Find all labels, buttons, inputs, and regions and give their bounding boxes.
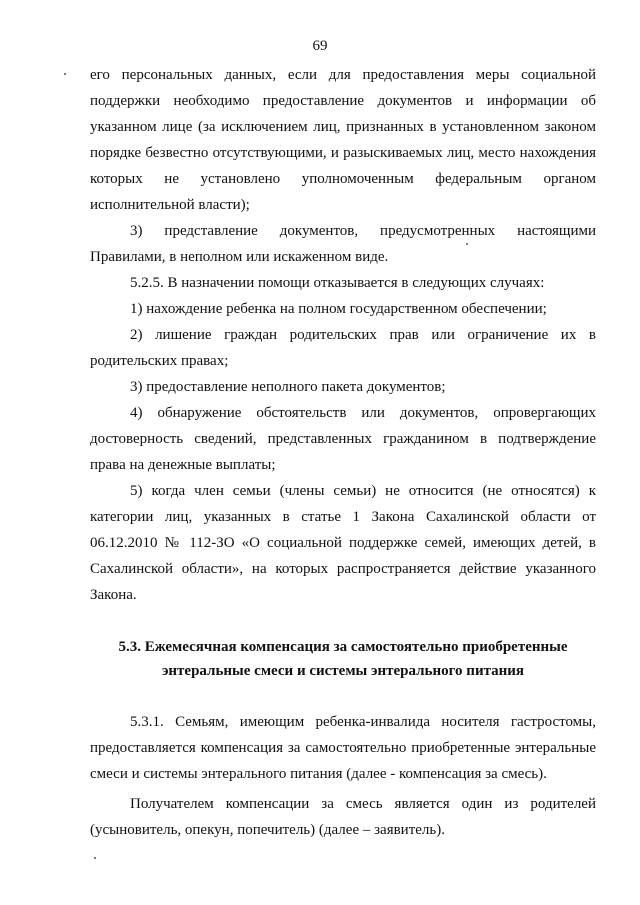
text-line: Получателем компенсации за смесь является один из родителей — [130, 796, 596, 812]
section-heading-line: энтеральные смеси и системы энтерального питания — [161, 663, 525, 679]
paragraph-personal-data — [90, 62, 596, 218]
text-line: указанном лице (за исключением лиц, признанных в установленном законом — [90, 119, 596, 135]
text-line: 1) нахождение ребенка на полном государственном обеспечении; — [130, 301, 547, 317]
text-line: смеси и системы энтерального питания (далее - компенсация за смесь). — [90, 766, 547, 782]
text-line: исполнительной власти); — [90, 197, 250, 213]
text-line: 3) представление документов, предусмотренных настоящими — [130, 223, 596, 239]
refusal-item-2 — [90, 322, 596, 374]
text-line: права на денежные выплаты; — [90, 457, 276, 473]
text-line: которых не установлено уполномоченным федеральным органом — [90, 171, 596, 187]
text-line: 3) предоставление неполного пакета документов; — [130, 379, 446, 395]
text-line: поддержки необходимо предоставление документов и информации об — [90, 93, 596, 109]
text-line: категории лиц, указанных в статье 1 Закона Сахалинской области от — [90, 509, 596, 525]
text-line: предоставляется компенсация за самостоятельно приобретенные энтеральные — [90, 740, 596, 756]
text-line: (усыновитель, опекун, попечитель) (далее – заявитель). — [90, 822, 445, 838]
page-number: 69 — [312, 38, 328, 54]
spacer — [90, 683, 596, 709]
text-line: достоверность сведений, представленных гражданином в подтверждение — [90, 431, 596, 447]
text-line: 06.12.2010 № 112-ЗО «О социальной поддержке семей, имеющих детей, в — [90, 535, 596, 551]
clause-5-3-1 — [90, 709, 596, 787]
refusal-item-3 — [90, 374, 596, 400]
text-line: 5.2.5. В назначении помощи отказывается в следующих случаях: — [130, 275, 545, 291]
text-line: 4) обнаружение обстоятельств или документов, опровергающих — [130, 405, 596, 421]
clause-5-2-5 — [90, 270, 596, 296]
text-line: 2) лишение граждан родительских прав или ограничение их в — [130, 327, 596, 343]
text-line: 5.3.1. Семьям, имеющим ребенка-инвалида носителя гастростомы, — [130, 714, 596, 730]
spacer — [90, 608, 596, 635]
scan-speck — [64, 73, 66, 75]
text-line: Сахалинской области», на которых распространяется действие указанного — [90, 561, 596, 577]
text-line: Закона. — [90, 587, 137, 603]
text-line: порядке безвестно отсутствующими, и разыскиваемых лиц, место нахождения — [90, 145, 596, 161]
scan-speck — [94, 857, 96, 859]
refusal-item-4 — [90, 400, 596, 478]
refusal-item-5 — [90, 478, 596, 608]
scan-speck — [466, 243, 468, 245]
document-body — [90, 62, 596, 843]
paragraph-recipient — [90, 791, 596, 843]
section-heading-line: 5.3. Ежемесячная компенсация за самостоятельно приобретенные — [118, 639, 568, 655]
section-heading — [90, 635, 596, 683]
text-line: Правилами, в неполном или искаженном виде. — [90, 249, 389, 265]
list-item-3-documents — [90, 218, 596, 270]
text-line: 5) когда член семьи (члены семьи) не относится (не относятся) к — [130, 483, 596, 499]
refusal-item-1 — [90, 296, 596, 322]
text-line: его персональных данных, если для предоставления меры социальной — [90, 67, 596, 83]
text-line: родительских правах; — [90, 353, 229, 369]
